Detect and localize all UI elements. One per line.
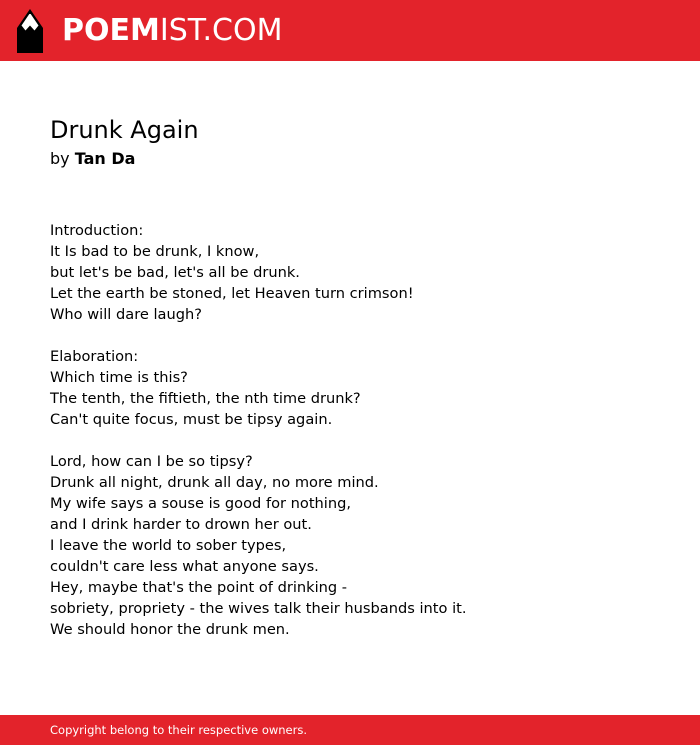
poem-stanza — [50, 346, 660, 430]
site-footer — [0, 715, 700, 745]
poem-line: Which time is this? — [50, 369, 188, 386]
poem-line: Let the earth be stoned, let Heaven turn crimson! — [50, 285, 414, 302]
poem-stanza — [50, 220, 660, 325]
pencil-icon — [16, 9, 44, 53]
poem-line: The tenth, the fiftieth, the nth time drunk? — [50, 390, 361, 407]
poem-line: Elaboration: — [50, 348, 139, 365]
poem-line: Introduction: — [50, 222, 144, 239]
poem-line: It Is bad to be drunk, I know, — [50, 243, 260, 260]
copyright-text: Copyright belong to their respective owners. — [50, 723, 308, 737]
logo-text-light: IST.COM — [159, 13, 283, 48]
poem-line: Drunk all night, drunk all day, no more mind. — [50, 474, 379, 491]
poem-line: I leave the world to sober types, — [50, 537, 287, 554]
poem-author: Tan Da — [74, 149, 136, 168]
poem-line: Can't quite focus, must be tipsy again. — [50, 411, 333, 428]
logo-text-bold: POEM — [62, 13, 160, 48]
poem-line: but let's be bad, let's all be drunk. — [50, 264, 300, 281]
poem-body — [50, 220, 660, 640]
poem-byline — [50, 148, 660, 170]
poem-line: My wife says a souse is good for nothing, — [50, 495, 352, 512]
site-logo-link[interactable] — [16, 8, 282, 54]
poem-line: couldn't care less what anyone says. — [50, 558, 319, 575]
by-label: by — [50, 149, 70, 168]
poem-line: Who will dare laugh? — [50, 306, 202, 323]
site-header — [0, 0, 700, 61]
poem-line: Hey, maybe that's the point of drinking - — [50, 579, 348, 596]
poem-line: Lord, how can I be so tipsy? — [50, 453, 253, 470]
poem-line: sobriety, propriety - the wives talk their husbands into it. — [50, 600, 467, 617]
site-logo-text — [62, 8, 282, 54]
poem-content — [50, 112, 660, 661]
poem-line: and I drink harder to drown her out. — [50, 516, 312, 533]
poem-line: We should honor the drunk men. — [50, 621, 290, 638]
poem-stanza — [50, 451, 660, 640]
poem-title: Drunk Again — [50, 116, 199, 144]
